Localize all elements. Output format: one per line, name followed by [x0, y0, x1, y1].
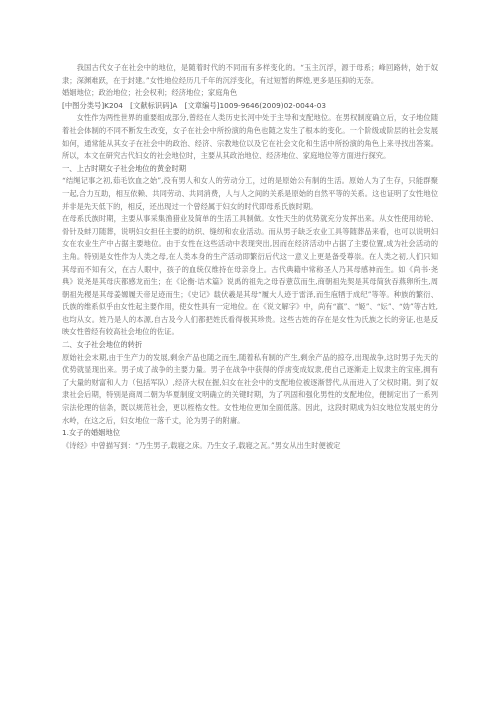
intro-paragraph: 我国古代女子在社会中的地位，是随着时代的不同而有多样变化的。“玉主沉浮，源于母系；峰回路转，始于奴隶；深渊难跃，在于封建。”女性地位经历几千年的沉浮变化，有过短暂的辉煌,更多是压抑的无奈。	[62, 63, 438, 85]
document-body	[62, 62, 438, 452]
classification-line: [中图分类号]K204 [文献标识码]A [文章编号]1009-9646(2009)02-0044-03	[62, 100, 326, 110]
body-paragraph: 《诗经》中曾描写到：“乃生男子,载寝之床。乃生女子,载寝之瓦。”男女从出生时便被定	[62, 440, 341, 450]
body-paragraph: 在母系氏族时期，主要从事采集渔猎业及简单的生活工具制做。女性天生的优势就充分发挥出来。从女性使用纺轮、骨针及蚌刀随葬，说明妇女担任主要的纺织、缝纫和农业活动。而从男子缺乏农业工具等随葬品来看，也可以说明妇女在农业生产中占据主要地位。由于女性在这些活动中表现突出,因而在经济活动中占据了主要位置,成为社会活动的主角。特别是女性作为人类之母,在人类本身的生产活动即繁衍后代这一意义上更是备受尊崇。在人类之初,人们只知其母而不知有父，在古人眼中，孩子的血统仅维持在母亲身上。古代典籍中常称圣人乃其母感神而生。如《尚书·尧典》说尧是其母庆都感龙而生；在《论衡·诘术篇》说禹的祖先之母吞薏苡而生,商朝祖先契是其母简狄吞燕卵所生,周朝祖先稷是其母姜嫄履天帝足迹而生；《史记》载伏羲是其母“履大人迹于雷泽,而生庖牺于成纪”等等。种族的繁衍、氏族的维系似乎由女性起主要作用，使女性具有一定地位。在《说文解字》中，尚有“嬴”、“姬”、“妘”、“妫”等古姓,也均从女。姓乃是人的本源,自古及今人们都把姓氏看得极其珍贵。这些古姓的存在是女性为氏族之长的旁证,也是反映女性曾经有较高社会地位的佐证。	[62, 214, 438, 337]
body-paragraph: “结绳记事之初,茹毛饮血之始”,没有男人和女人的劳动分工，过的是原始公有制的生活。原始人为了生存，只能群聚一起,合力互助，相互依赖、共同劳动、共同消费，人与人之间的关系是原始的自然平等的关系。这也证明了女性地位并非是先天低下的，相反，还出现过一个曾经属于妇女的时代即母系氏族时期。	[62, 176, 438, 211]
body-paragraph: 原始社会末期,由于生产力的发展,剩余产品也随之而生,随着私有制的产生,剩余产品的掠夺,出现战争,这时男子先天的优势就显现出来。男子成了战争的主要力量。男子在战争中获得的俘虏变成奴隶,使自己逐渐走上奴隶主的宝座,拥有了大量的财富和人力（包括军队）,经济大权在握,妇女在社会中的支配地位被逐渐替代,从而进入了父权时期。到了奴隶社会后期，特别是商周二朝为华夏制度文明确立的关键时期，为了巩固和强化男性的支配地位，便制定出了一系列宗法伦理的信条，既以规范社会，更以桎梏女性。女性地位更加全面低落。因此，这段时期成为妇女地位发展史的分水岭，在这之后，妇女地位一落千丈，沦为男子的附庸。	[62, 352, 438, 425]
subsection-heading: 1.女子的婚姻地位	[62, 428, 121, 438]
body-paragraph: 女性作为两性世界的重要组成部分,曾经在人类历史长河中处于主导和支配地位。在男权制度确立后，女子地位随着社会体制的不同不断发生改变，女子在社会中所扮演的角色也随之发生了根本的变化。一个阶级或阶层的社会发展如何，通常能从其女子在社会中的政治、经济、宗教地位以及它在社会文化和生活中所扮演的角色上来寻找出答案。所以，本文在研究古代妇女的社会地位时，主要从其政治地位、经济地位、家庭地位等方面进行探究。	[62, 113, 438, 161]
section-heading-2: 二、女子社会地位的转折	[62, 340, 143, 350]
section-heading-1: 一、上古时期女子社会地位的黄金时期	[62, 163, 187, 173]
keywords-line: 婚姻地位；政治地位；社会权利；经济地位；家庭角色	[62, 88, 238, 98]
